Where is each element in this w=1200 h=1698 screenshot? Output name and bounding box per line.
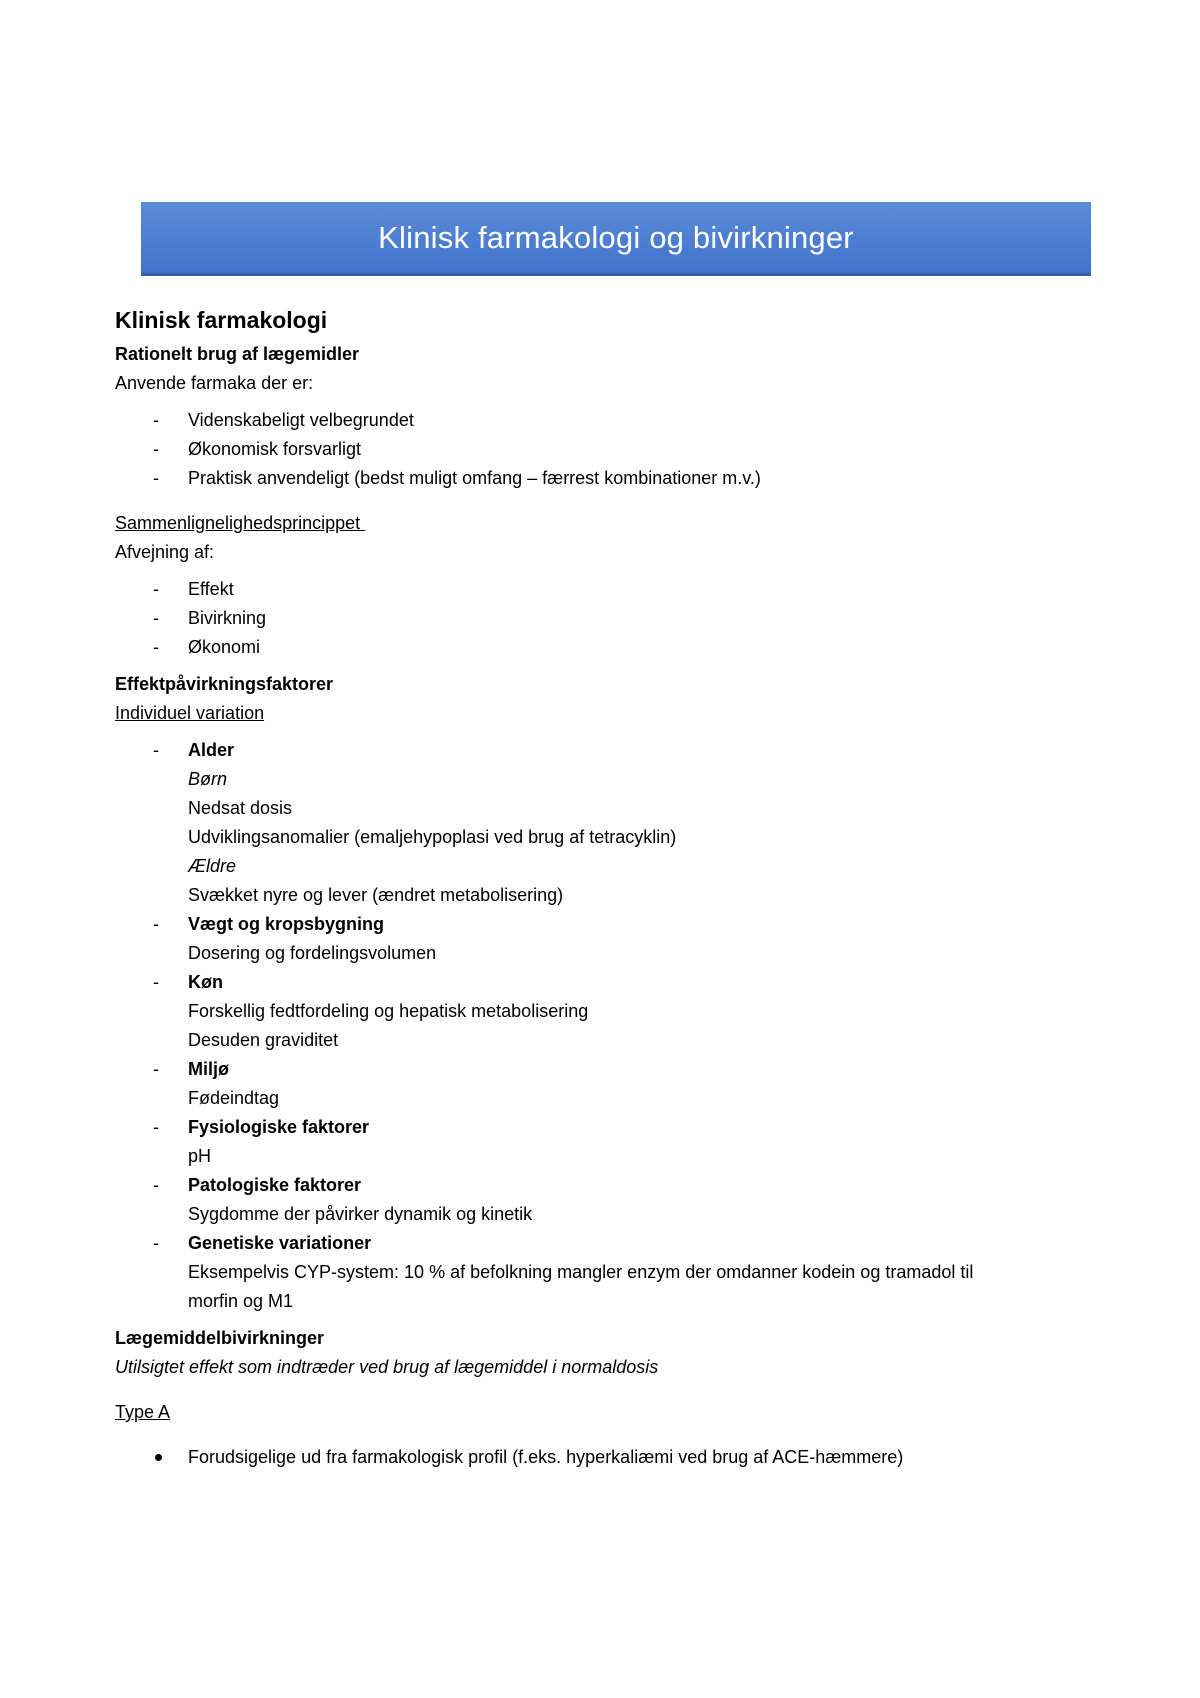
factor-detail: Udviklingsanomalier (emaljehypoplasi ved brug af tetracyklin) bbox=[188, 827, 677, 847]
factor-detail: Nedsat dosis bbox=[188, 798, 293, 818]
factor-item bbox=[115, 1171, 1085, 1229]
list-item bbox=[115, 1443, 1085, 1472]
principle-intro: Afvejning af: bbox=[115, 542, 215, 562]
list-item: - Økonomisk forsvarligt bbox=[115, 435, 1085, 464]
factor-item bbox=[115, 910, 1085, 968]
factor-detail: morfin og M1 bbox=[188, 1291, 294, 1311]
factor-detail: Forskellig fedtfordeling og hepatisk metabolisering bbox=[188, 1001, 589, 1021]
factor-detail: Børn bbox=[188, 769, 228, 789]
factor-item bbox=[115, 1229, 1085, 1316]
factor-item bbox=[115, 968, 1085, 1055]
subheading-individuel-variation: Individuel variation bbox=[115, 703, 265, 723]
factor-detail: pH bbox=[188, 1146, 212, 1166]
principle-title: Sammenlignelighedsprincippet bbox=[115, 513, 366, 533]
factor-detail: Ældre bbox=[188, 856, 237, 876]
list-item: - Praktisk anvendeligt (bedst muligt omfang – færrest kombinationer m.v.) bbox=[115, 464, 1085, 493]
factor-name: - Køn bbox=[188, 972, 223, 992]
factor-name: - Miljø bbox=[188, 1059, 229, 1079]
list-item-text: Forudsigelige ud fra farmakologisk profil (f.eks. hyperkaliæmi ved brug af ACE-hæmmere) bbox=[188, 1447, 904, 1467]
document-title: Klinisk farmakologi og bivirkninger bbox=[378, 220, 854, 255]
subheading-rationelt-brug: Rationelt brug af lægemidler bbox=[115, 344, 360, 364]
list-item: - Bivirkning bbox=[115, 604, 1085, 633]
document-title-banner bbox=[141, 202, 1091, 276]
factor-item bbox=[115, 1055, 1085, 1113]
factor-name: - Vægt og kropsbygning bbox=[188, 914, 384, 934]
factor-name: - Alder bbox=[188, 740, 235, 760]
principle-list bbox=[115, 575, 1085, 662]
factor-detail: Desuden graviditet bbox=[188, 1030, 339, 1050]
factors-list bbox=[115, 736, 1085, 1316]
factor-detail: Dosering og fordelingsvolumen bbox=[188, 943, 437, 963]
intro-text: Anvende farmaka der er: bbox=[115, 373, 314, 393]
list-item: - Effekt bbox=[115, 575, 1085, 604]
section-heading-effektpavirkning: Effektpåvirkningsfaktorer bbox=[115, 674, 334, 694]
factor-detail: Fødeindtag bbox=[188, 1088, 280, 1108]
type-a-heading: Type A bbox=[115, 1402, 171, 1422]
factor-name: - Genetiske variationer bbox=[188, 1233, 372, 1253]
requirements-list bbox=[115, 406, 1085, 493]
factor-detail: Sygdomme der påvirker dynamik og kinetik bbox=[188, 1204, 533, 1224]
section-heading-bivirkninger: Lægemiddelbivirkninger bbox=[115, 1328, 325, 1348]
list-item: - Videnskabeligt velbegrundet bbox=[115, 406, 1085, 435]
factor-name: - Patologiske faktorer bbox=[188, 1175, 362, 1195]
factor-item bbox=[115, 736, 1085, 910]
document-body bbox=[115, 300, 1085, 1472]
definition-text: Utilsigtet effekt som indtræder ved brug af lægemiddel i normaldosis bbox=[115, 1357, 659, 1377]
list-item: - Økonomi bbox=[115, 633, 1085, 662]
factor-name: - Fysiologiske faktorer bbox=[188, 1117, 370, 1137]
factor-detail: Svækket nyre og lever (ændret metabolisering) bbox=[188, 885, 564, 905]
section-heading-klinisk-farmakologi: Klinisk farmakologi bbox=[115, 307, 328, 333]
bullet-icon bbox=[155, 1454, 162, 1461]
type-a-list bbox=[115, 1443, 1085, 1472]
factor-item bbox=[115, 1113, 1085, 1171]
factor-detail: Eksempelvis CYP-system: 10 % af befolkning mangler enzym der omdanner kodein og tramadol til bbox=[188, 1262, 974, 1282]
